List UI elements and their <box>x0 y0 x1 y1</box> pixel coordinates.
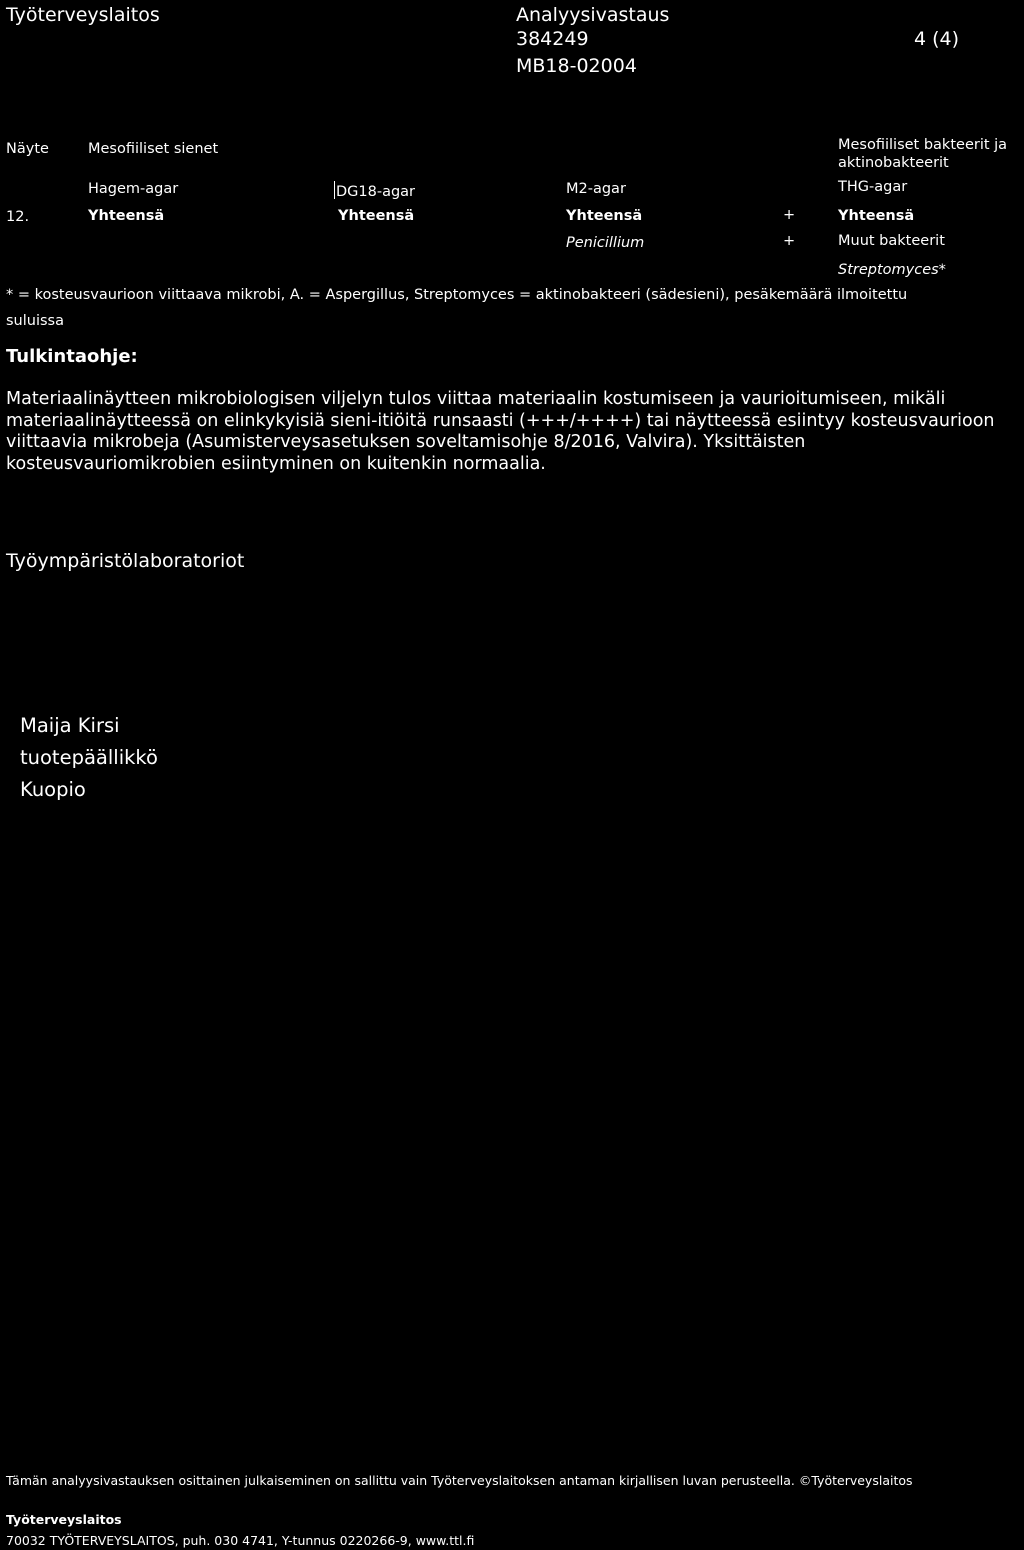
m2-genus-value: + <box>783 233 796 249</box>
col-header-bacteria-line2: aktinobakteerit <box>838 155 949 171</box>
media-thg: THG-agar <box>838 179 908 195</box>
streptomyces: Streptomyces* <box>838 262 946 278</box>
media-dg18 <box>334 181 415 200</box>
footer-org: Työterveyslaitos <box>6 1512 122 1527</box>
signer-name: Maija Kirsi <box>20 714 120 737</box>
interpretation-heading: Tulkintaohje: <box>6 346 138 367</box>
col-header-bacteria-line1: Mesofiiliset bakteerit ja <box>838 137 1008 153</box>
media-dg18-label: DG18-agar <box>336 184 416 200</box>
media-hagem: Hagem-agar <box>88 181 179 197</box>
signature-block <box>20 710 158 806</box>
lab-name: Työympäristölaboratoriot <box>6 550 245 572</box>
media-m2: M2-agar <box>566 181 626 197</box>
m2-total-value: + <box>783 207 796 223</box>
page-number: 4 (4) <box>914 28 960 50</box>
m2-total: Yhteensä <box>566 208 643 224</box>
sample-number: 12. <box>6 209 30 225</box>
document-type: Analyysivastaus <box>516 4 670 26</box>
thg-total: Yhteensä <box>838 208 915 224</box>
other-bacteria: Muut bakteerit <box>838 233 945 249</box>
col-header-fungi: Mesofiiliset sienet <box>88 141 219 157</box>
interpretation-text: Materiaalinäytteen mikrobiologisen viljelyn tulos viittaa materiaalin kostumiseen ja vaurioitumiseen, mikäli materiaalinäytteessä on elinkykyisiä sieni-itiöitä runsaasti (+++/++++) tai näytteessä esiintyy kosteusvaurioon viittaavia mikrobeja (Asumisterveysasetuksen soveltamisohje 8/2016, Valvira). Yksittäisten kosteusvauriomikrobien esiintyminen on kuitenkin normaalia. <box>6 389 995 474</box>
column-divider <box>334 181 335 199</box>
report-number: 384249 <box>516 28 589 50</box>
footer-contact: 70032 TYÖTERVEYSLAITOS, puh. 030 4741, Y-tunnus 0220266-9, www.ttl.fi <box>6 1533 475 1548</box>
hagem-total: Yhteensä <box>88 208 165 224</box>
footnote-line1: * = kosteusvaurioon viittaava mikrobi, A. = Aspergillus, Streptomyces = aktinobakteeri (sädesieni), pesäkemäärä ilmoitettu <box>6 287 908 303</box>
sample-id: MB18-02004 <box>516 55 637 77</box>
m2-genus: Penicillium <box>566 235 645 251</box>
org-name: Työterveyslaitos <box>6 4 160 26</box>
dg18-total: Yhteensä <box>338 208 415 224</box>
footer-notice: Tämän analyysivastauksen osittainen julkaiseminen on sallittu vain Työterveyslaitoksen antaman kirjallisen luvan perusteella. ©Työterveyslaitos <box>6 1473 913 1488</box>
signer-title: tuotepäällikkö <box>20 746 158 769</box>
col-header-sample: Näyte <box>6 141 49 157</box>
footnote-line2: suluissa <box>6 313 64 329</box>
signer-location: Kuopio <box>20 778 86 801</box>
